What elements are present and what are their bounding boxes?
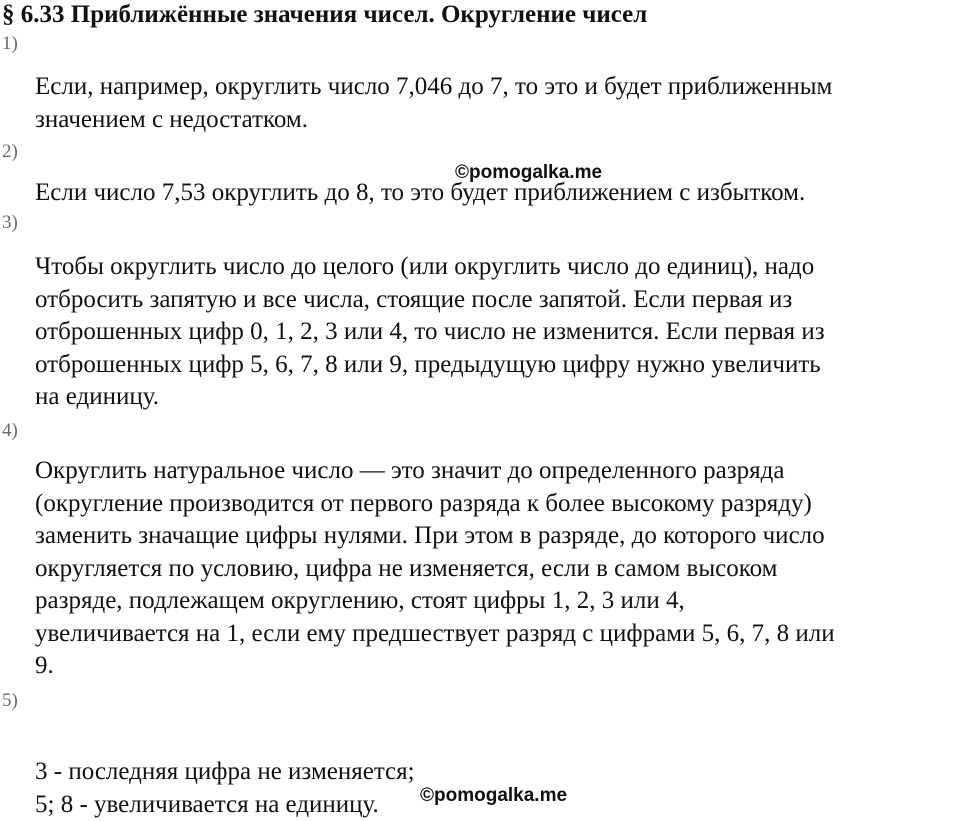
answer-line: Округлить натуральное число — это значит до определенного разряда [35, 457, 785, 484]
answer-line: увеличивается на 1, если ему предшествует разряд с цифрами 5, 6, 7, 8 или [35, 619, 835, 647]
section-title: § 6.33 Приближённые значения чисел. Округление чисел [2, 1, 648, 28]
answer-1 [35, 71, 960, 136]
item-number-3: 3) [2, 212, 18, 233]
answer-line: отброшенных цифр 0, 1, 2, 3 или 4, то число не изменится. Если первая из [35, 318, 825, 345]
item-number-2: 2) [2, 141, 18, 162]
answer-line: 5; 8 - увеличивается на единицу. [35, 790, 379, 818]
answer-line: на единицу. [35, 383, 159, 410]
item-number-5: 5) [2, 690, 18, 711]
answer-line: 3 - последняя цифра не изменяется; [35, 758, 415, 785]
answer-line: значением с недостатком. [35, 105, 308, 133]
answer-line: Если число 7,53 округлить до 8, то это будет приближением с избытком. [35, 179, 806, 206]
answer-line: отброшенных цифр 5, 6, 7, 8 или 9, предыдущую цифру нужно увеличить [35, 350, 821, 378]
answer-3 [35, 251, 960, 414]
watermark: ©pomogalka.me [420, 785, 568, 806]
answer-line: Чтобы округлить число до целого (или округлить число до единиц), надо [35, 253, 815, 280]
answer-line: отбросить запятую и все числа, стоящие после запятой. Если первая из [35, 285, 793, 313]
item-number-4: 4) [2, 420, 18, 441]
answer-line: Если, например, округлить число 7,046 до 7, то это и будет приближенным [35, 73, 833, 100]
answer-line: округляется по условию, цифра не изменяется, если в самом высоком [35, 554, 778, 582]
answer-4 [35, 455, 960, 683]
answer-line: заменить значащие цифры нулями. При этом в разряде, до которого число [35, 522, 825, 549]
answer-line: (округление производится от первого разряда к более высокому разряду) [35, 489, 812, 517]
answer-line: разряде, подлежащем округлению, стоят цифры 1, 2, 3 или 4, [35, 587, 685, 614]
item-number-1: 1) [2, 33, 18, 54]
answer-line: 9. [35, 652, 54, 679]
watermark: ©pomogalka.me [455, 162, 603, 183]
